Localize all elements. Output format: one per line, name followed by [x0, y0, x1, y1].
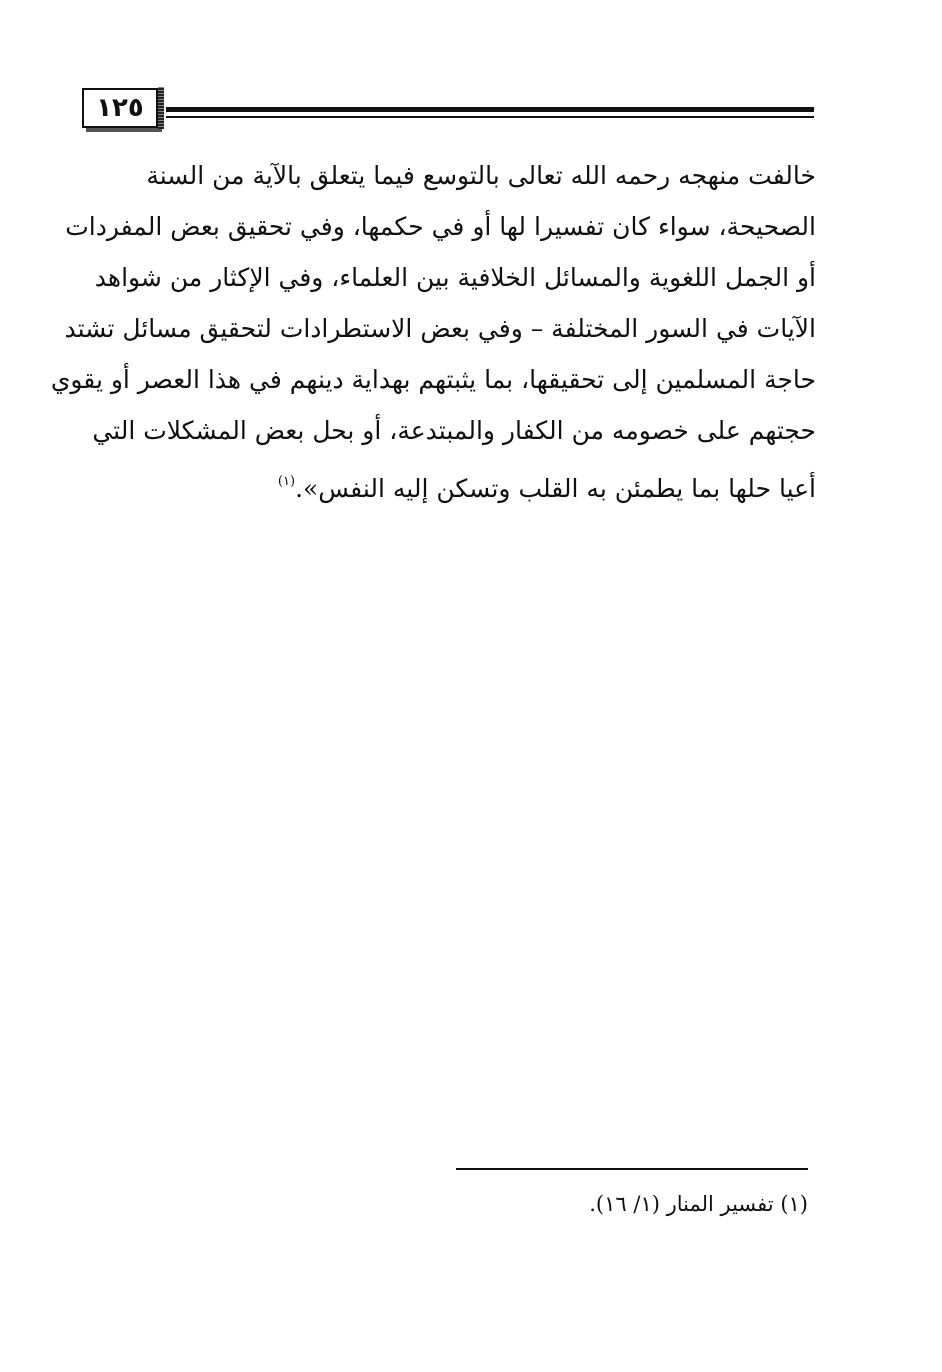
header-rule: [166, 107, 814, 121]
body-line: الآيات في السور المختلفة – وفي بعض الاستطرادات لتحقيق مسائل تشتد: [64, 314, 816, 343]
body-line: حجتهم على خصومه من الكفار والمبتدعة، أو بحل بعض المشكلات التي: [92, 416, 816, 445]
body-line: خالفت منهجه رحمه الله تعالى بالتوسع فيما يتعلق بالآية من السنة: [146, 161, 816, 190]
footnote-separator: [456, 1168, 808, 1170]
page-number: [82, 88, 158, 128]
header-rule-thin: [166, 116, 814, 118]
body-line-last: [104, 456, 816, 514]
footnote: [456, 1188, 808, 1220]
header-rule-thick: [166, 107, 814, 112]
body-line-text: أعيا حلها بما يطمئن به القلب وتسكن إليه النفس».: [295, 474, 816, 503]
header-rule-cap: [158, 87, 164, 129]
body-line: أو الجمل اللغوية والمسائل الخلافية بين العلماء، وفي الإكثار من شواهد: [94, 263, 816, 292]
footnote-text: (١) تفسير المنار (١/ ١٦).: [589, 1192, 808, 1216]
body-line: الصحيحة، سواء كان تفسيرا لها أو في حكمها، وفي تحقيق بعض المفردات: [65, 212, 816, 241]
body-line: حاجة المسلمين إلى تحقيقها، بما يثبتهم بهداية دينهم في هذا العصر أو يقوي: [50, 365, 816, 394]
page-number-text: ١٢٥: [96, 93, 144, 123]
body-paragraph: [50, 150, 816, 514]
footnote-reference: (١): [277, 474, 296, 489]
